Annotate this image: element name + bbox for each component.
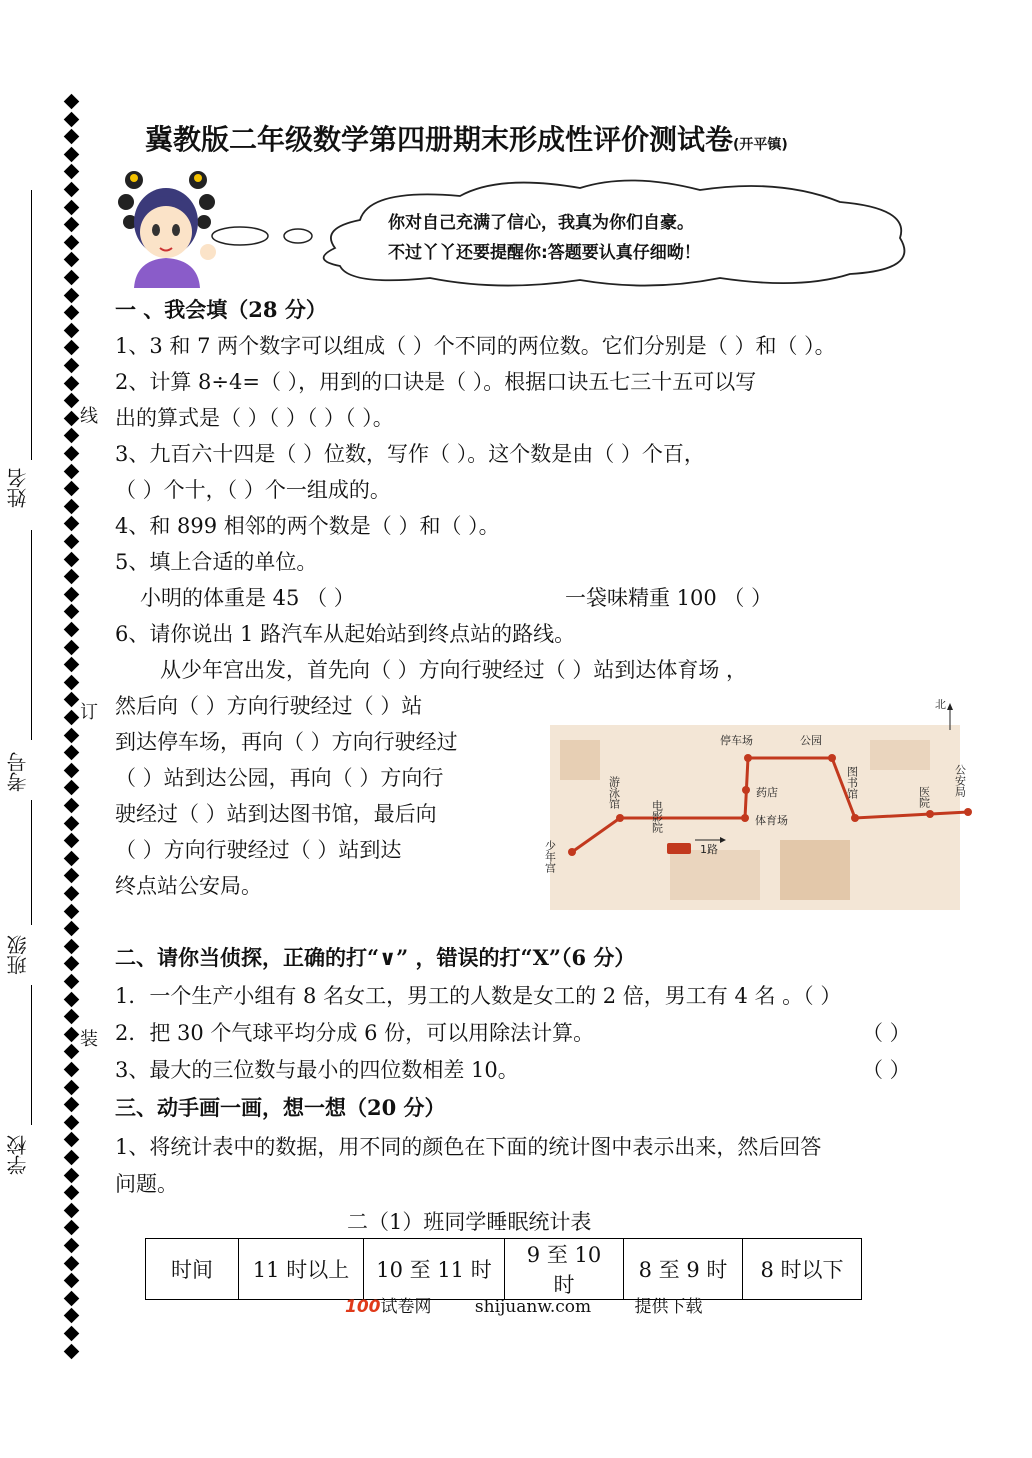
binding-diamond-icon [64,604,80,620]
footer-url[interactable]: shijuanw.com [474,1297,592,1317]
section-2-heading: 二、请你当侦探，正确的打“∨” ，错误的打“X”（6 分） [115,945,636,970]
binding-mark-bind: 装 [80,1029,98,1050]
binding-diamond-icon [64,991,80,1007]
map-stop-yiyuan: 医院 [917,786,931,808]
binding-diamond-icon [64,340,80,356]
map-bus-label: 1路 [700,843,718,856]
binding-diamond-icon [64,763,80,779]
question-1-6-line-e: 驶经过（ ）站到达图书馆，最后向 [115,802,437,826]
binding-diamond-icon [64,780,80,796]
question-2-3-bracket: （ ） [862,1058,911,1082]
sleep-statistics-table [145,1238,862,1300]
question-1-6-line-g: 终点站公安局。 [115,874,262,898]
binding-diamond-icon [64,499,80,515]
question-2-2-bracket: （ ） [862,1021,911,1045]
question-1-3: 3、九百六十四是（ ）位数，写作（ ）。这个数是由（ ）个百， [115,442,705,466]
exam-number-underline [31,530,32,740]
question-1-6: 6、请你说出 1 路汽车从起始站到终点站的路线。 [115,622,576,646]
binding-diamond-icon [64,727,80,743]
binding-diamond-icon [64,1150,80,1166]
school-underline [31,985,32,1125]
binding-diamond-icon [64,921,80,937]
table-row [146,1239,862,1300]
binding-diamond-icon [64,199,80,215]
map-stop-tiyuchang: 体育场 [755,814,788,827]
binding-diamond-icon [64,1343,80,1359]
binding-diamond-icon [64,903,80,919]
binding-diamond-icon [64,270,80,286]
binding-diamond-icon [64,534,80,550]
section-3-heading: 三、动手画一画，想一想（20 分） [115,1095,446,1120]
binding-diamond-icon [64,411,80,427]
table-cell-8-9: 8 至 9 时 [624,1239,743,1300]
binding-diamond-icon [64,1009,80,1025]
section-1-heading: 一 、我会填（28 分） [115,297,327,322]
title-main: 冀教版二年级数学第四册期末形成性评价测试卷 [145,123,734,156]
question-2-1: 1．一个生产小组有 8 名女工，男工的人数是女工的 2 倍，男工有 4 名 。（ ） [115,984,842,1008]
binding-diamond-icon [64,675,80,691]
binding-diamond-icon [64,974,80,990]
binding-diamond-icon [64,710,80,726]
question-3-1: 1、将统计表中的数据，用不同的颜色在下面的统计图中表示出来，然后回答 [115,1135,822,1159]
binding-diamond-icon [64,657,80,673]
table-cell-9-10: 9 至 10 时 [505,1239,624,1300]
binding-diamond-icon [64,851,80,867]
binding-diamond-icon [64,235,80,251]
footer-note: 提供下载 [634,1297,703,1317]
binding-mark-staple: 订 [80,702,98,723]
binding-diamond-icon [64,393,80,409]
map-stop-shaonian: 少年宫 [543,840,557,873]
question-1-4: 4、和 899 相邻的两个数是（ ）和（ ）。 [115,514,500,538]
page-title [145,118,788,158]
question-1-3-cont: （ ）个十，（ ）个一组成的。 [115,478,391,502]
binding-diamond-icon [64,1291,80,1307]
table-title: 二（1）班同学睡眠统计表 [347,1210,592,1234]
binding-diamond-icon [64,94,80,110]
exam-number-label: 考号 [6,752,30,792]
binding-diamond-icon [64,798,80,814]
binding-diamond-icon [64,1044,80,1060]
title-suffix: (开平镇) [733,137,788,153]
binding-diamond-icon [64,1255,80,1271]
question-2-3: 3、最大的三位数与最小的四位数相差 10。 [115,1058,519,1082]
map-stop-youyong: 游泳馆 [607,776,621,809]
binding-diamond-icon [64,129,80,145]
binding-diamond-icon [64,1132,80,1148]
question-1-5b: 一袋味精重 100 （ ） [565,586,773,610]
question-1-2: 2、计算 8÷4=（ ），用到的口诀是（ ）。根据口诀五七三十五可以写 [115,370,757,394]
binding-diamond-icon [64,886,80,902]
binding-diamond-icon [64,833,80,849]
binding-diamond-icon [64,481,80,497]
table-cell-under-8: 8 时以下 [743,1239,862,1300]
binding-diamond-icon [64,182,80,198]
question-1-6-line-c: 到达停车场，再向（ ）方向行驶经过 [115,730,458,754]
binding-diamond-icon [64,358,80,374]
question-1-6-line-b: 然后向（ ）方向行驶经过（ ）站 [115,694,423,718]
binding-diamond-icon [64,463,80,479]
table-cell-over-11: 11 时以上 [239,1239,364,1300]
binding-diamond-icon [64,217,80,233]
question-1-6-line-f: （ ）方向行驶经过（ ）站到达 [115,838,402,862]
bubble-line-1: 你对自己充满了信心，我真为你们自豪。 [388,213,694,233]
binding-diamond-icon [64,1326,80,1342]
binding-diamond-icon [64,1079,80,1095]
binding-mark-line: 线 [80,406,98,427]
binding-diamond-icon [64,868,80,884]
binding-diamond-icon [64,569,80,585]
binding-diamond-icon [64,1062,80,1078]
binding-diamond-icon [64,111,80,127]
binding-diamond-icon [64,1203,80,1219]
name-underline [31,190,32,460]
map-stop-tushuguan: 图书馆 [845,766,859,799]
binding-diamond-icon [64,939,80,955]
logo-100-icon: 100 [345,1297,381,1317]
question-1-5: 5、填上合适的单位。 [115,550,318,574]
map-stop-gongyuan: 公园 [800,734,822,747]
binding-diamond-icon [64,551,80,567]
binding-diamond-icon [64,1115,80,1131]
map-stop-dianying: 电影院 [650,800,664,833]
binding-diamond-icon [64,1027,80,1043]
question-3-1-cont: 问题。 [115,1172,178,1196]
binding-diamond-icon [64,1220,80,1236]
binding-diamond-icon [64,815,80,831]
binding-diamond-icon [64,1308,80,1324]
binding-diamond-icon [64,1167,80,1183]
binding-diamond-icon [64,446,80,462]
binding-diamond-icon [64,1238,80,1254]
table-cell-10-11: 10 至 11 时 [364,1239,505,1300]
footer [345,1292,703,1317]
binding-diamond-icon [64,1185,80,1201]
name-label: 姓名 [6,468,30,508]
binding-diamond-icon [64,956,80,972]
question-1-6-line-d: （ ）站到达公园，再向（ ）方向行 [115,766,444,790]
speech-cloud-text [388,208,701,268]
bubble-line-2: 不过丫丫还要提醒你:答题要认真仔细呦！ [388,243,701,263]
binding-diamond-icon [64,147,80,163]
binding-diamond-icon [64,323,80,339]
question-1-1: 1、3 和 7 两个数字可以组成（ ）个不同的两位数。它们分别是（ ）和（ ）。 [115,334,836,358]
binding-diamond-icon [64,287,80,303]
table-cell-time: 时间 [146,1239,239,1300]
binding-diamond-icon [64,516,80,532]
binding-diamond-column [62,96,86,1366]
binding-diamond-icon [64,745,80,761]
bus-route-map [543,698,970,910]
map-stop-yaodian: 药店 [756,786,778,799]
binding-diamond-icon [64,692,80,708]
class-underline [31,800,32,925]
question-1-6-line-a: 从少年宫出发，首先向（ ）方向行驶经过（ ）站到达体育场 ， [160,658,748,682]
binding-diamond-icon [64,164,80,180]
school-label: 学校 [6,1135,30,1175]
binding-diamond-icon [64,622,80,638]
binding-diamond-icon [64,428,80,444]
binding-diamond-icon [64,639,80,655]
binding-diamond-icon [64,375,80,391]
footer-site-name: 试卷网 [380,1297,432,1317]
map-stop-tingchechang: 停车场 [720,734,753,747]
binding-diamond-icon [64,587,80,603]
map-north-label: 北 [935,698,946,711]
map-stop-gonganju: 公安局 [953,764,967,797]
binding-diamond-icon [64,1097,80,1113]
question-2-2: 2．把 30 个气球平均分成 6 份，可以用除法计算。 [115,1021,595,1045]
binding-diamond-icon [64,1273,80,1289]
binding-diamond-icon [64,305,80,321]
class-label: 班级 [6,935,30,975]
question-1-5a: 小明的体重是 45 （ ） [140,586,355,610]
binding-diamond-icon [64,252,80,268]
question-1-2-cont: 出的算式是（ ）（ ）（ ）（ ）。 [115,406,394,430]
